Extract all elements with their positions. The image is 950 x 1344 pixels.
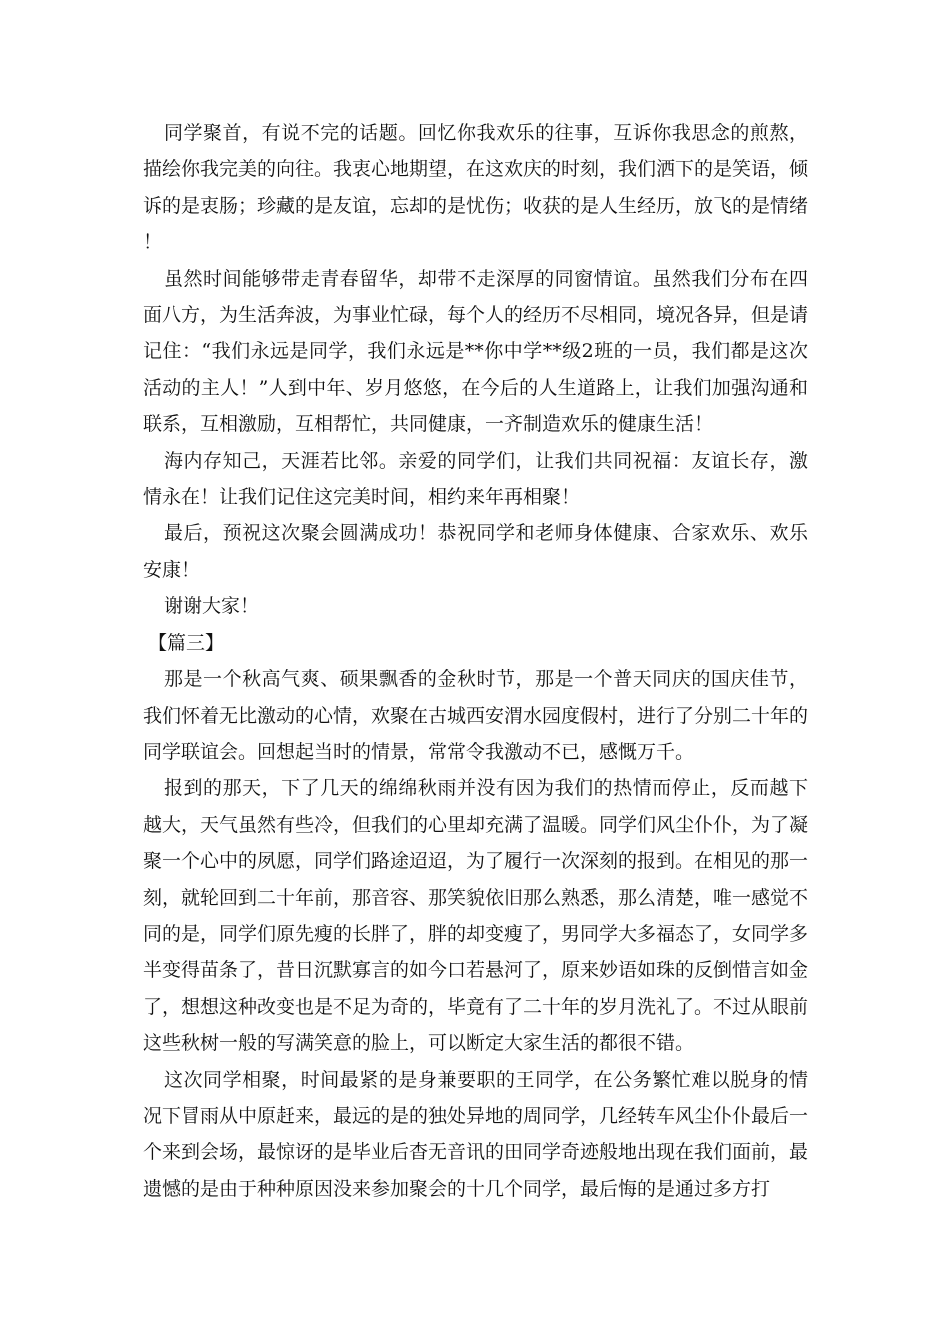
paragraph-registration-day: 报到的那天，下了几天的绵绵秋雨并没有因为我们的热情而停止，反而越下越大，天气虽然有些冷，但我们的心里却充满了温暖。同学们风尘仆仆，为了凝聚一个心中的夙愿，同学们路途迢迢，为了履行一次深刻的报到。在相见的那一刻，就轮回到二十年前，那音容、那笑貌依旧那么熟悉，那么清楚，唯一感觉不同的是，同学们原先瘦的长胖了，胖的却变瘦了，男同学大多福态了，女同学多半变得苗条了，昔日沉默寡言的如今口若悬河了，原来妙语如珠的反倒惜言如金了，想想这种改变也是不足为奇的，毕竟有了二十年的岁月洗礼了。不过从眼前这些秋树一般的写满笑意的脸上，可以断定大家生活的都很不错。: [143, 777, 809, 1055]
paragraph-thanks: 谢谢大家！: [164, 595, 260, 618]
paragraph-blessing: 海内存知己，天涯若比邻。亲爱的同学们，让我们共同祝福：友谊长存，激情永在！让我们记住这完美时间，相约来年再相聚！: [143, 449, 808, 509]
paragraph-autumn-reunion: 那是一个秋高气爽、硕果飘香的金秋时节，那是一个普天同庆的国庆佳节，我们怀着无比激动的心情，欢聚在古城西安渭水园度假村，进行了分别二十年的同学联谊会。回想起当时的情景，常常令我激动不已，感慨万千。: [143, 668, 809, 763]
document-body: [143, 115, 808, 1207]
paragraph-classmate-friendship: 虽然时间能够带走青春留华，却带不走深厚的同窗情谊。虽然我们分布在四面八方，为生活奔波，为事业忙碌，每个人的经历不尽相同，境况各异，但是请记住：“我们永远是同学，我们永远是**你中学**级2班的一员，我们都是这次活动的主人！”人到中年、岁月悠悠，在今后的人生道路上，让我们加强沟通和联系，互相激励，互相帮忙，共同健康，一齐制造欢乐的健康生活！: [143, 267, 809, 436]
paragraph-reunion-topics: 同学聚首，有说不完的话题。回忆你我欢乐的往事，互诉你我思念的煎熬，描绘你我完美的向往。我衷心地期望，在这欢庆的时刻，我们洒下的是笑语，倾诉的是衷肠；珍藏的是友谊，忘却的是忧伤；收获的是人生经历，放飞的是情绪！: [143, 122, 809, 254]
paragraph-classmates-gathering: 这次同学相聚，时间最紧的是身兼要职的王同学，在公务繁忙难以脱身的情况下冒雨从中原赶来，最远的是的独处异地的周同学，几经转车风尘仆仆最后一个来到会场，最惊讶的是毕业后杳无音讯的田同学奇迹般地出现在我们面前，最遗憾的是由于种种原因没来参加聚会的十几个同学，最后悔的是通过多方打: [143, 1068, 809, 1200]
section-heading: 【篇三】: [148, 631, 225, 654]
paragraph-closing-wishes: 最后，预祝这次聚会圆满成功！恭祝同学和老师身体健康、合家欢乐、欢乐安康！: [143, 522, 808, 581]
